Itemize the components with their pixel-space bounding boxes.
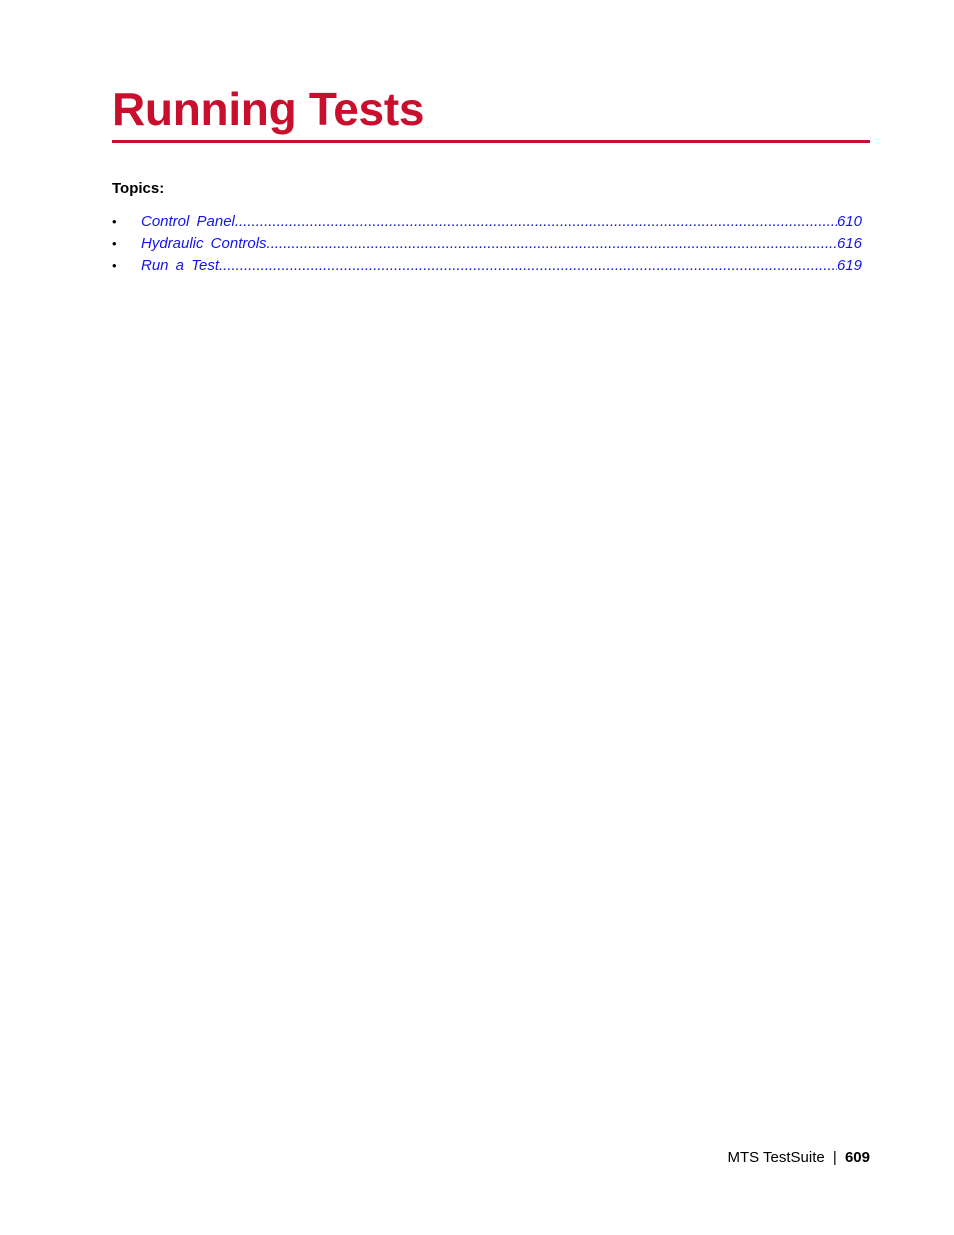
bullet-icon: • [112, 214, 117, 229]
toc-link-hydraulic-controls[interactable] [141, 233, 862, 255]
toc-item-control-panel [112, 211, 862, 233]
bullet-icon: • [112, 258, 117, 273]
page-footer [727, 1148, 870, 1168]
footer-separator: | [832, 1149, 837, 1166]
toc-page-number: 610 [836, 213, 862, 230]
toc-item-run-a-test [112, 255, 862, 277]
toc-link-label: Hydraulic Controls [141, 235, 267, 252]
title-underline-rule [112, 140, 870, 143]
toc-link-label: Control Panel [141, 213, 235, 230]
toc-page-number: 616 [836, 235, 862, 252]
toc-link-run-a-test[interactable] [141, 255, 862, 277]
footer-product-name: MTS TestSuite [727, 1149, 825, 1166]
page-title: Running Tests [112, 83, 425, 135]
footer-page-number: 609 [844, 1149, 870, 1166]
toc-item-hydraulic-controls [112, 233, 862, 255]
toc-dot-leader [219, 255, 837, 277]
topics-list [112, 211, 862, 277]
topics-heading: Topics: [112, 180, 165, 197]
toc-link-label: Run a Test [141, 257, 219, 274]
toc-dot-leader [267, 233, 837, 255]
toc-dot-leader [235, 211, 837, 233]
bullet-icon: • [112, 236, 117, 251]
toc-link-control-panel[interactable] [141, 211, 862, 233]
toc-page-number: 619 [836, 257, 862, 274]
